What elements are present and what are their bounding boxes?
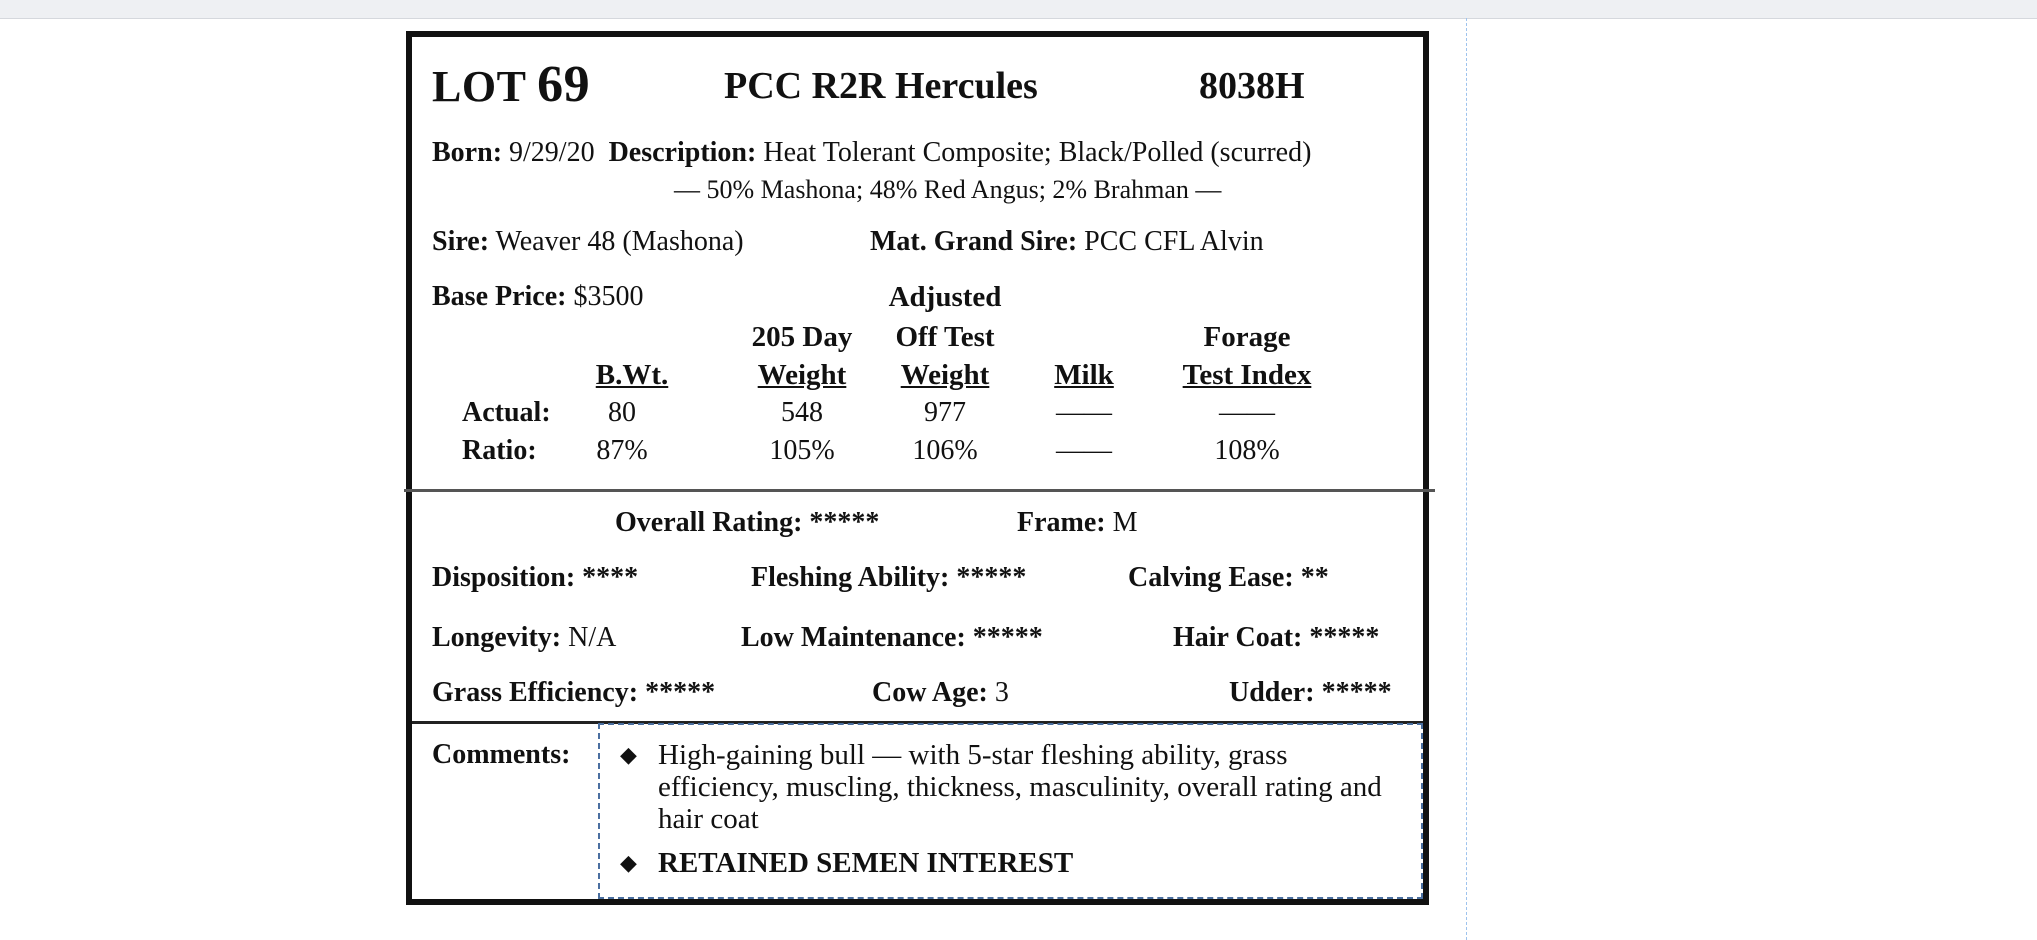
mat-grand-sire-label: Mat. Grand Sire <box>870 226 1068 257</box>
born-label: Born <box>432 137 493 168</box>
grass-efficiency-rating: Grass Efficiency: ***** <box>432 677 716 708</box>
header-205day-bottom: Weight <box>757 359 847 391</box>
base-price-label: Base Price <box>432 281 558 312</box>
grass-efficiency-label: Grass Efficiency <box>432 677 629 708</box>
disposition-value: **** <box>582 562 639 593</box>
frame-label: Frame <box>1017 507 1097 538</box>
lot-number: 69 <box>537 56 591 113</box>
comments-label: Comments: <box>432 739 571 770</box>
header-bwt: B.Wt. <box>595 359 669 391</box>
fleshing-label: Fleshing Ability <box>751 562 941 593</box>
grass-efficiency-value: ***** <box>645 677 716 708</box>
breed-breakdown: — 50% Mashona; 48% Red Angus; 2% Brahman — <box>674 175 1222 204</box>
born-description-line: Born: 9/29/20 Description: Heat Tolerant Composite; Black/Polled (scurred) <box>432 137 1312 168</box>
cell-ratio-205day: 105% <box>769 435 835 466</box>
low-maintenance-value: ***** <box>972 622 1043 653</box>
bull-id: 8038H <box>1199 65 1305 107</box>
udder-rating: Udder: ***** <box>1229 677 1392 708</box>
sire-value: Weaver 48 (Mashona) <box>495 226 744 257</box>
row-label-actual: Actual: <box>462 397 551 428</box>
udder-label: Udder <box>1229 677 1306 708</box>
cell-actual-adjusted: 977 <box>924 397 966 428</box>
comments-box <box>598 723 1423 899</box>
cow-age-value: 3 <box>994 677 1009 708</box>
header-adjusted-mid: Off Test <box>895 321 995 353</box>
frame-value: M <box>1112 507 1138 538</box>
hair-coat-label: Hair Coat <box>1173 622 1294 653</box>
cell-ratio-forage: 108% <box>1214 435 1280 466</box>
comment-text: RETAINED SEMEN INTEREST <box>658 847 1074 879</box>
header-forage-bottom: Test Index <box>1182 359 1312 391</box>
cell-actual-forage: —— <box>1219 397 1275 428</box>
description-value: Heat Tolerant Composite; Black/Polled (scurred) <box>763 137 1312 168</box>
header-adjusted-bottom: Weight <box>900 359 990 391</box>
calving-value: ** <box>1300 562 1329 593</box>
born-value: 9/29/20 <box>509 137 595 168</box>
cow-age-rating: Cow Age: 3 <box>872 677 1009 708</box>
lot-heading <box>432 55 590 114</box>
overall-rating-value: ***** <box>809 507 880 538</box>
calving-label: Calving Ease <box>1128 562 1285 593</box>
cow-age-label: Cow Age <box>872 677 979 708</box>
comments-list <box>618 739 1408 891</box>
sire-line: Sire: Weaver 48 (Mashona) <box>432 226 744 257</box>
overall-rating: Overall Rating: ***** <box>615 507 880 538</box>
cell-ratio-adjusted: 106% <box>912 435 978 466</box>
comment-text: High-gaining bull — with 5-star fleshing ability, grass efficiency, muscling, thickness, masculinity, overall rating and hair coat <box>658 739 1382 835</box>
header-adjusted-top: Adjusted <box>888 281 1002 313</box>
page-margin-guide <box>1466 18 1467 940</box>
hair-coat-rating: Hair Coat: ***** <box>1173 622 1380 653</box>
section-divider-performance <box>404 489 1435 492</box>
disposition-label: Disposition <box>432 562 566 593</box>
cell-actual-205day: 548 <box>781 397 823 428</box>
mat-grand-sire-line: Mat. Grand Sire: PCC CFL Alvin <box>870 226 1264 257</box>
document-top-toolbar-strip <box>0 0 2037 19</box>
bull-name: PCC R2R Hercules <box>724 65 1038 107</box>
diamond-bullet-icon: ◆ <box>620 850 637 875</box>
description-label: Description <box>608 137 748 168</box>
sire-label: Sire <box>432 226 480 257</box>
diamond-bullet-icon: ◆ <box>620 742 637 767</box>
cell-ratio-milk: —— <box>1056 435 1112 466</box>
header-205day-top: 205 Day <box>751 321 853 353</box>
lot-card <box>406 31 1429 905</box>
fleshing-value: ***** <box>956 562 1027 593</box>
overall-rating-label: Overall Rating <box>615 507 794 538</box>
low-maintenance-label: Low Maintenance <box>741 622 957 653</box>
base-price-value: $3500 <box>573 281 644 312</box>
udder-value: ***** <box>1321 677 1392 708</box>
mat-grand-sire-value: PCC CFL Alvin <box>1084 226 1264 257</box>
fleshing-rating: Fleshing Ability: ***** <box>751 562 1027 593</box>
cell-ratio-bwt: 87% <box>596 435 648 466</box>
low-maintenance-rating: Low Maintenance: ***** <box>741 622 1043 653</box>
cell-actual-bwt: 80 <box>608 397 636 428</box>
lot-label: LOT <box>432 62 526 111</box>
base-price-line: Base Price: $3500 <box>432 281 644 312</box>
disposition-rating: Disposition: **** <box>432 562 639 593</box>
longevity-value: N/A <box>568 622 617 653</box>
calving-rating: Calving Ease: ** <box>1128 562 1329 593</box>
row-label-ratio: Ratio: <box>462 435 537 466</box>
comment-item <box>618 847 1408 879</box>
header-milk: Milk <box>1054 359 1114 391</box>
cell-actual-milk: —— <box>1056 397 1112 428</box>
comment-item <box>618 739 1408 835</box>
longevity-rating: Longevity: N/A <box>432 622 617 653</box>
longevity-label: Longevity <box>432 622 552 653</box>
hair-coat-value: ***** <box>1309 622 1380 653</box>
header-forage-top: Forage <box>1203 321 1291 353</box>
frame-rating: Frame: M <box>1017 507 1138 538</box>
